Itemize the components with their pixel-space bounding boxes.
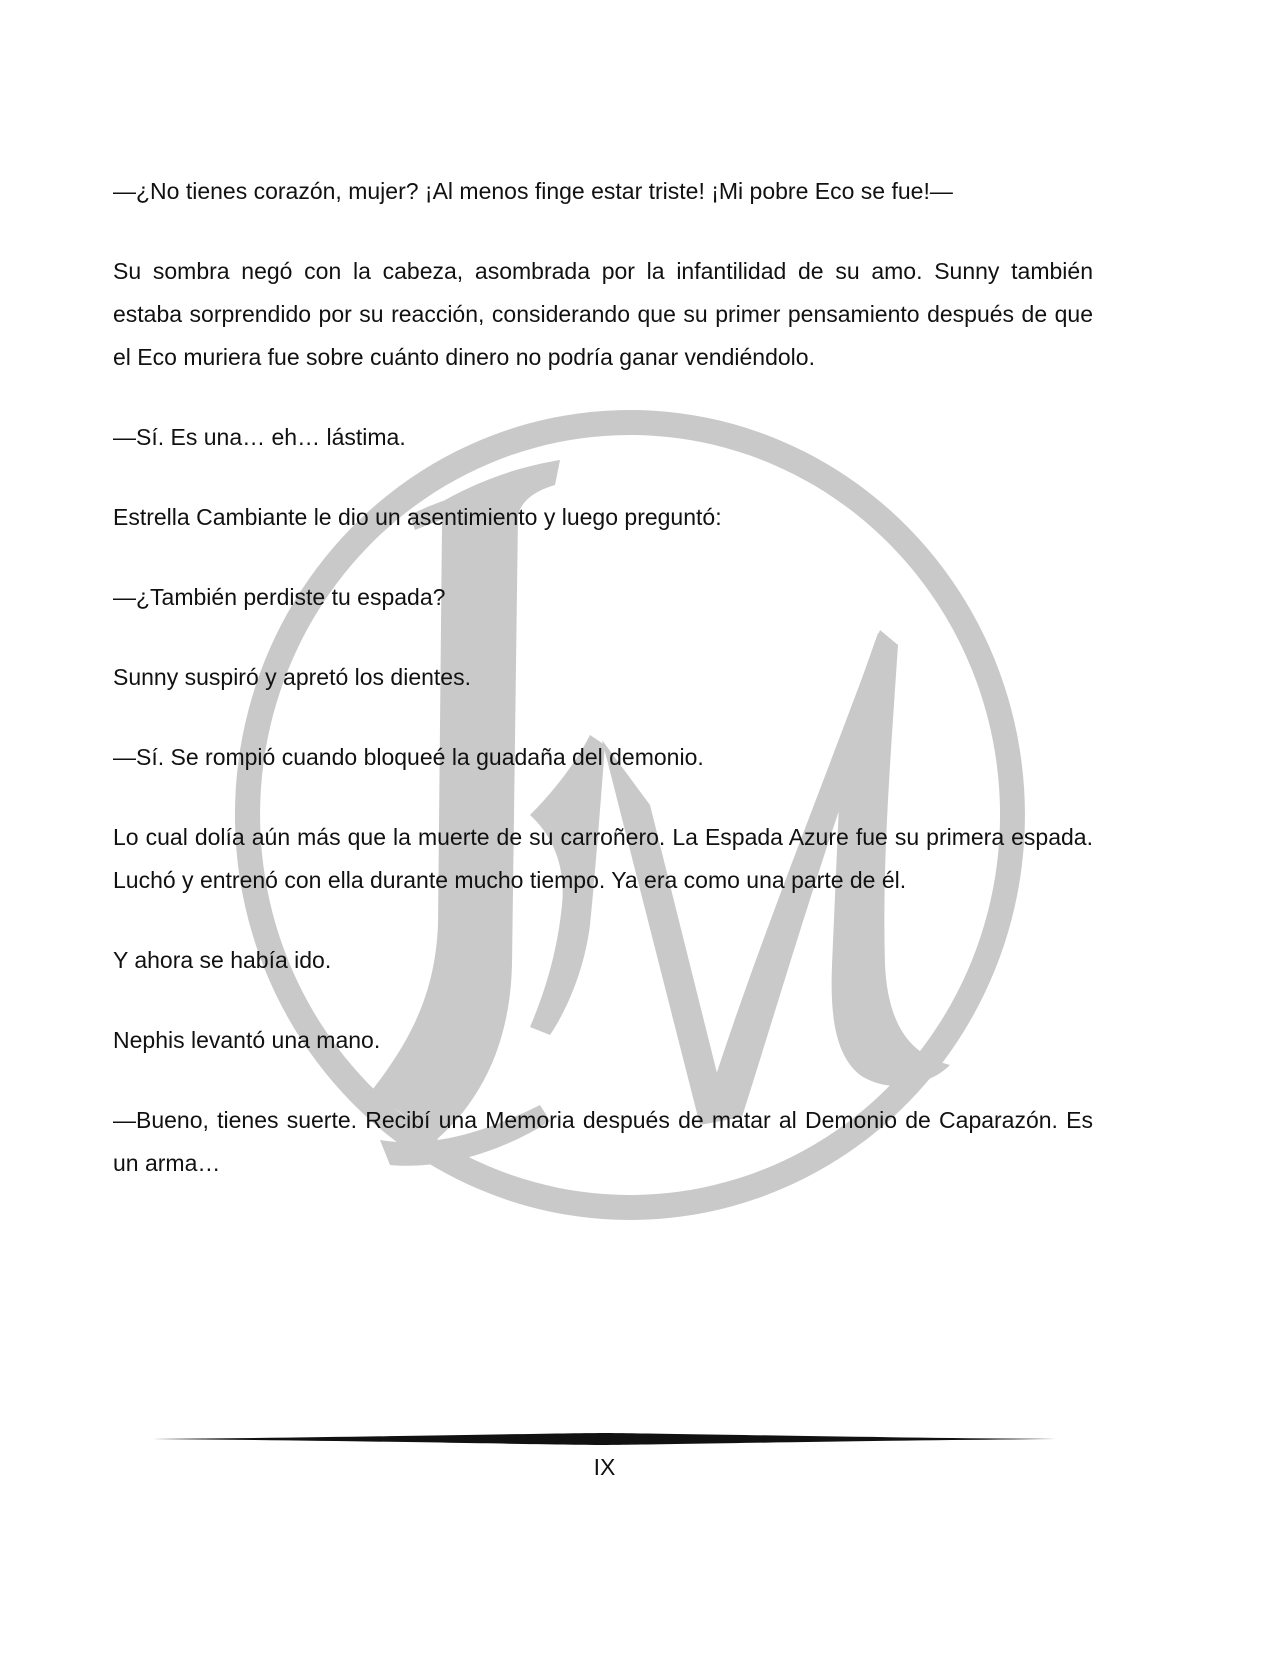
paragraph: —Sí. Se rompió cuando bloqueé la guadaña del demonio. (113, 744, 704, 770)
paragraph: Estrella Cambiante le dio un asentimiento y luego preguntó: (113, 504, 722, 530)
document-body (113, 170, 1093, 1185)
footer-divider (152, 1432, 1056, 1446)
paragraph: Nephis levantó una mano. (113, 1027, 381, 1053)
paragraph: Lo cual dolía aún más que la muerte de su carroñero. La Espada Azure fue su primera espada. Luchó y entrenó con ella durante mucho tiempo. Ya era como una parte de él. (113, 824, 1093, 893)
paragraph: —¿También perdiste tu espada? (113, 584, 446, 610)
paragraph: —Sí. Es una… eh… lástima. (113, 424, 406, 450)
paragraph: Sunny suspiró y apretó los dientes. (113, 664, 471, 690)
paragraph: —Bueno, tienes suerte. Recibí una Memoria después de matar al Demonio de Caparazón. Es un arma… (113, 1107, 1093, 1176)
paragraph: Y ahora se había ido. (113, 947, 332, 973)
paragraph: Su sombra negó con la cabeza, asombrada por la infantilidad de su amo. Sunny también estaba sorprendido por su reacción, considerando que su primer pensamiento después de que el Eco muriera fue sobre cuánto dinero no podría ganar vendiéndolo. (113, 258, 1093, 370)
page-number: IX (593, 1454, 616, 1480)
paragraph: —¿No tienes corazón, mujer? ¡Al menos finge estar triste! ¡Mi pobre Eco se fue!— (113, 178, 953, 204)
